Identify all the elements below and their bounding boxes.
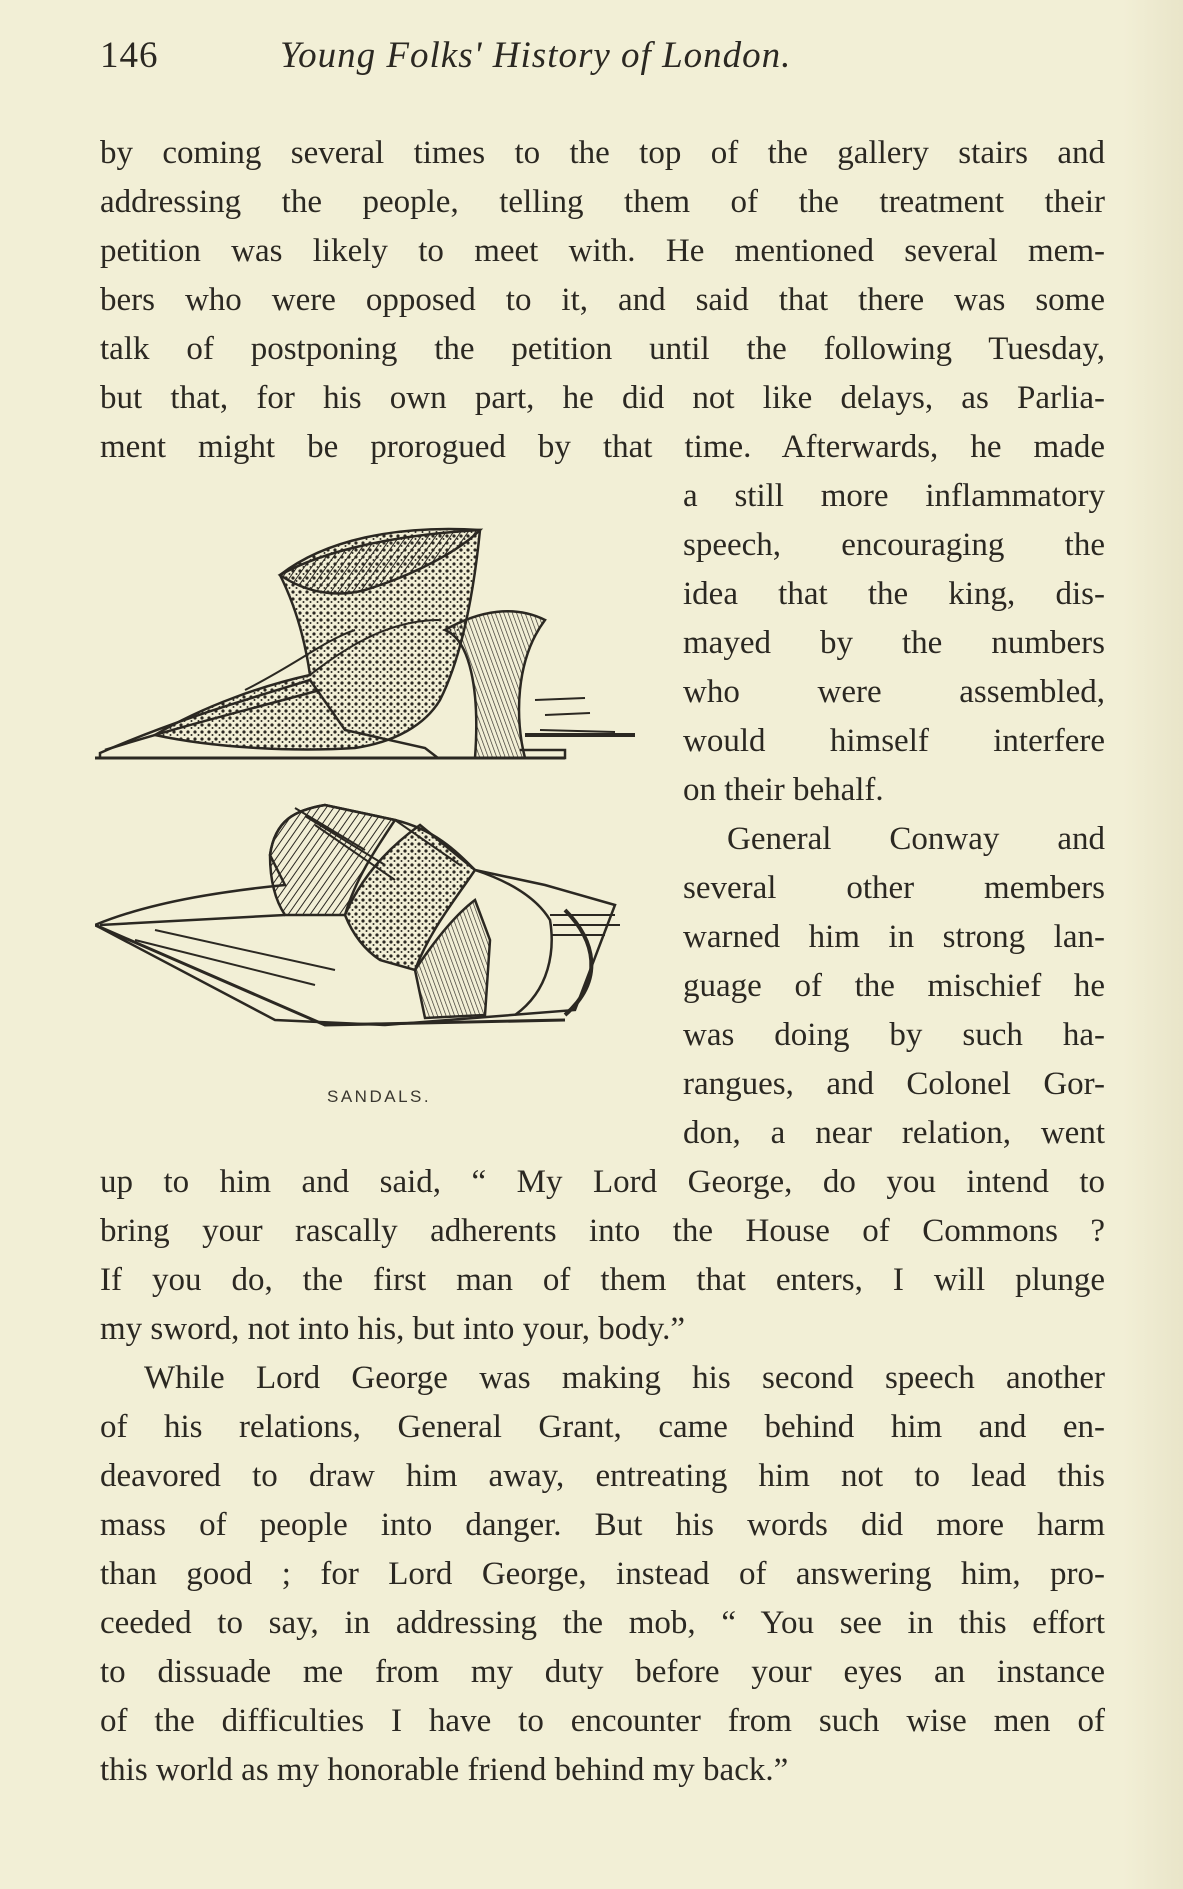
- text-line: who were assembled,: [683, 674, 1105, 710]
- lower-shoe: [95, 805, 620, 1025]
- text-line: warned him in strong lan-: [683, 919, 1105, 955]
- illustration-caption: SANDALS.: [327, 1087, 432, 1106]
- text-line: of his relations, General Grant, came behind him and en-: [100, 1409, 1105, 1445]
- text-line: but that, for his own part, he did not like delays, as Parlia-: [100, 380, 1105, 416]
- text-line: of the difficulties I have to encounter from such wise men of: [100, 1703, 1105, 1739]
- text-line: talk of postponing the petition until the following Tuesday,: [100, 331, 1105, 367]
- text-line: mayed by the numbers: [683, 625, 1105, 661]
- text-line: a still more inflammatory: [683, 478, 1105, 514]
- text-line: on their behalf.: [683, 772, 884, 808]
- text-line: speech, encouraging the: [683, 527, 1105, 563]
- sandals-illustration: [95, 520, 660, 1050]
- text-line: ment might be prorogued by that time. Afterwards, he made: [100, 429, 1105, 465]
- text-line: several other members: [683, 870, 1105, 906]
- text-line: petition was likely to meet with. He mentioned several mem-: [100, 233, 1105, 269]
- text-line: by coming several times to the top of the gallery stairs and: [100, 135, 1105, 171]
- text-line: mass of people into danger. But his words did more harm: [100, 1507, 1105, 1543]
- page-number: 146: [100, 35, 159, 76]
- text-line: bring your rascally adherents into the House of Commons ?: [100, 1213, 1105, 1249]
- text-line: than good ; for Lord George, instead of answering him, pro-: [100, 1556, 1105, 1592]
- text-line: bers who were opposed to it, and said that there was some: [100, 282, 1105, 318]
- text-line: this world as my honorable friend behind my back.”: [100, 1752, 789, 1788]
- text-line: to dissuade me from my duty before your eyes an instance: [100, 1654, 1105, 1690]
- text-line: If you do, the first man of them that enters, I will plunge: [100, 1262, 1105, 1298]
- upper-shoe: [95, 529, 635, 758]
- text-line: my sword, not into his, but into your, body.”: [100, 1311, 686, 1347]
- page-header: [100, 34, 920, 94]
- text-line: General Conway and: [727, 821, 1105, 857]
- text-line: don, a near relation, went: [683, 1115, 1105, 1151]
- text-line: ceeded to say, in addressing the mob, “ You see in this effort: [100, 1605, 1105, 1641]
- running-title: Young Folks' History of London.: [280, 35, 792, 76]
- page-edge-shading: [1123, 0, 1183, 1889]
- text-line: addressing the people, telling them of the treatment their: [100, 184, 1105, 220]
- text-line: rangues, and Colonel Gor-: [683, 1066, 1105, 1102]
- text-line: would himself interfere: [683, 723, 1105, 759]
- text-line: idea that the king, dis-: [683, 576, 1105, 612]
- text-line: While Lord George was making his second speech another: [144, 1360, 1105, 1396]
- text-line: guage of the mischief he: [683, 968, 1105, 1004]
- text-line: was doing by such ha-: [683, 1017, 1105, 1053]
- text-line: up to him and said, “ My Lord George, do you intend to: [100, 1164, 1105, 1200]
- text-line: deavored to draw him away, entreating him not to lead this: [100, 1458, 1105, 1494]
